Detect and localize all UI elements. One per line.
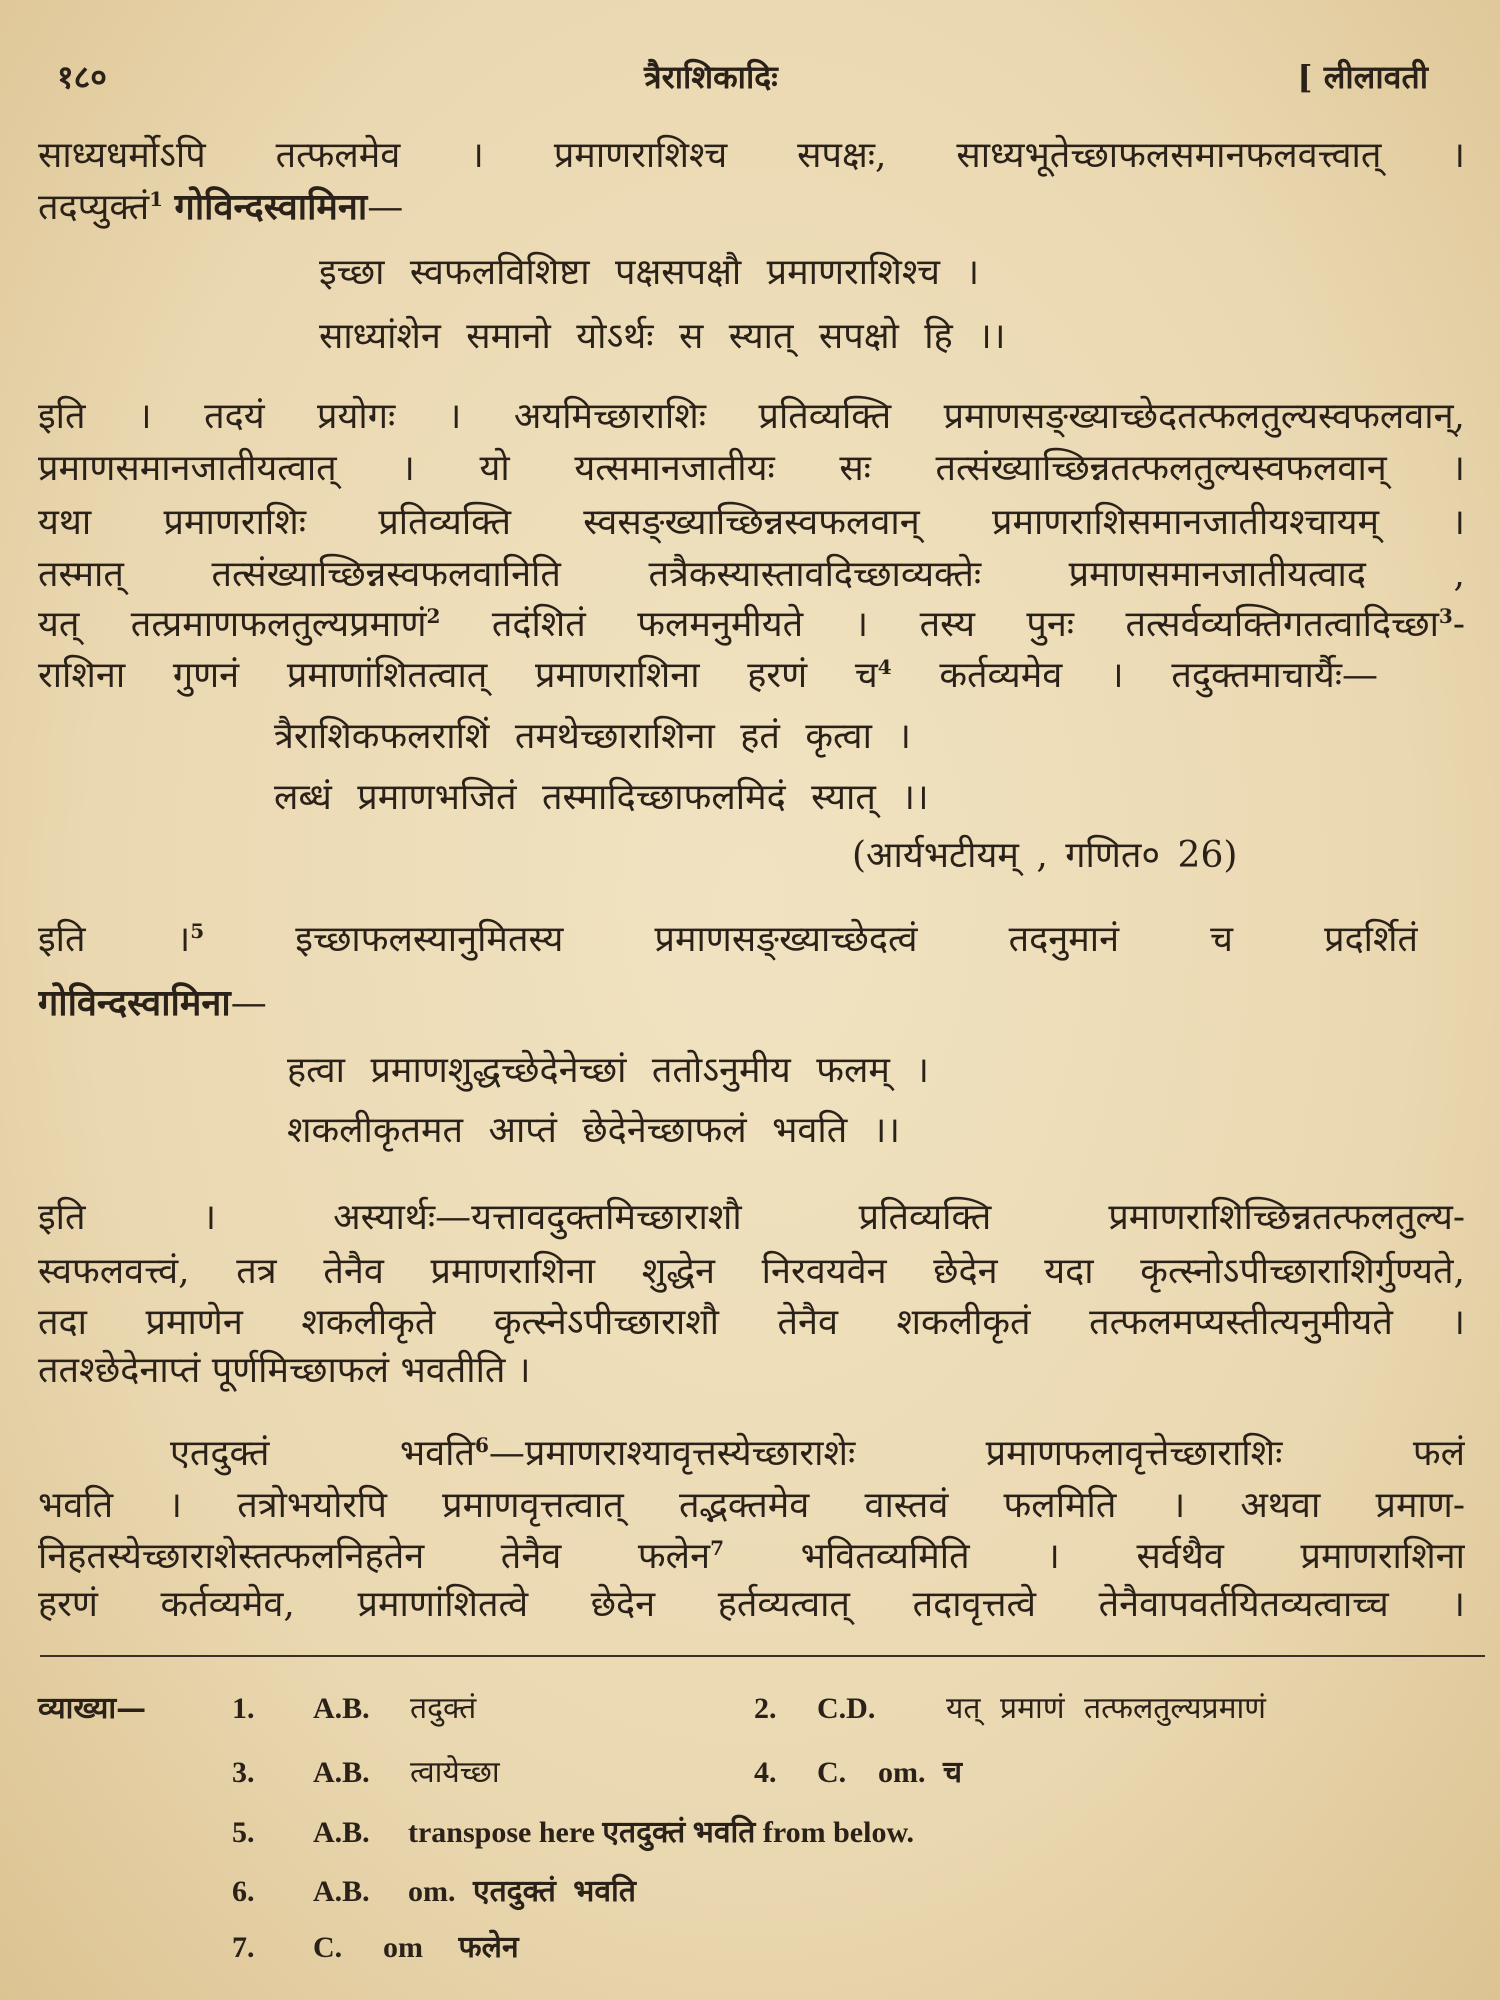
footnote-reading: om. च: [878, 1756, 963, 1789]
footnote-reading: तदुक्तं: [410, 1691, 477, 1726]
paragraph-line: प्रमाणसमानजातीयत्वात् । यो यत्समानजातीयः सः तत्संख्याच्छिन्नतत्फलतुल्यस्वफलवान् ।: [38, 448, 1465, 489]
footnote-number: 6.: [232, 1875, 255, 1908]
paragraph-line: [38, 180, 1465, 234]
author-name: गोविन्दस्वामिना: [174, 186, 368, 228]
verse-line: इच्छा स्वफलविशिष्टा पक्षसपक्षौ प्रमाणराशिश्च ।: [319, 252, 980, 293]
verse-line: त्रैराशिकफलराशिं तमथेच्छाराशिना हतं कृत्वा ।: [274, 716, 911, 757]
paragraph-line: [38, 649, 1378, 703]
footnote-manuscripts: A.B.: [313, 1816, 370, 1849]
line-segment: इच्छाफलस्यानुमितस्य प्रमाणसङ्ख्याच्छेदत्वं तदनुमानं च प्रदर्शितं: [204, 919, 1418, 960]
paragraph-line: तस्मात् तत्संख्याच्छिन्नस्वफलवानिति तत्रैकस्यास्तावदिच्छाव्यक्तेः प्रमाणसमानजातीयत्वाद ,: [38, 554, 1465, 595]
footnote-marker: 3: [1438, 604, 1453, 628]
line-segment: इति ।: [38, 919, 191, 960]
line-segment: तदप्युक्तं: [38, 187, 150, 228]
line-segment: भवितव्यमिति । सर्वथैव प्रमाणराशिना: [724, 1536, 1465, 1577]
footnote-manuscripts: A.B.: [313, 1692, 370, 1725]
footnote-line: [0, 1806, 1500, 1860]
verse-line: शकलीकृतमत आप्तं छेदेनेच्छाफलं भवति ।।: [287, 1110, 901, 1151]
footnote-number: 4.: [754, 1756, 777, 1789]
running-title: त्रैराशिकादिः: [644, 58, 778, 96]
footnote-line: [0, 1746, 1500, 1800]
footnote-number: 1.: [232, 1692, 255, 1725]
footnote-marker: 6: [475, 1433, 489, 1457]
footnote-reading: त्वायेच्छा: [410, 1755, 500, 1790]
paragraph-line: तदा प्रमाणेन शकलीकृते कृत्स्नेऽपीच्छाराशौ तेनैव शकलीकृतं तत्फलमप्यस्तीत्यनुमीयते ।: [38, 1302, 1465, 1343]
paragraph-line: स्वफलवत्त्वं, तत्र तेनैव प्रमाणराशिना शुद्धेन निरवयवेन छेदेन यदा कृत्स्नोऽपीच्छाराशिर्गुण्यते,: [38, 1251, 1465, 1292]
paragraph-line: [38, 1530, 1465, 1584]
footnote-number: 5.: [232, 1816, 255, 1849]
line-segment: राशिना गुणनं प्रमाणांशितत्वात् प्रमाणराशिना हरणं च: [38, 655, 878, 696]
paragraph-line: [38, 976, 1465, 1030]
line-segment: एतदुक्तं भवति: [170, 1433, 475, 1474]
footnote-marker: 2: [426, 604, 441, 628]
paragraph-line: भवति । तत्रोभयोरपि प्रमाणवृत्तत्वात् तद्भक्तमेव वास्तवं फलमिति । अथवा प्रमाण-: [38, 1485, 1465, 1526]
line-segment: —प्रमाणराश्यावृत्तस्येच्छाराशेः प्रमाणफलावृत्तेच्छाराशिः फलं: [488, 1433, 1465, 1474]
verse-line: साध्यांशेन समानो योऽर्थः स स्यात् सपक्षो हि ।।: [319, 316, 1006, 357]
paragraph-line: ततश्छेदेनाप्तं पूर्णमिच्छाफलं भवतीति ।: [38, 1350, 531, 1391]
footnote-reading: om फलेन: [383, 1931, 519, 1964]
paragraph-line: इति । तदयं प्रयोगः । अयमिच्छाराशिः प्रतिव्यक्ति प्रमाणसङ्ख्याच्छेदतत्फलतुल्यस्वफलवान्,: [38, 396, 1465, 437]
paragraph-line: इति । अस्यार्थः—यत्तावदुक्तमिच्छाराशौ प्रतिव्यक्ति प्रमाणराशिच्छिन्नतत्फलतुल्य-: [38, 1197, 1465, 1238]
line-segment: निहतस्येच्छाराशेस्तत्फलनिहतेन तेनैव फलेन: [38, 1536, 711, 1577]
dash: —: [230, 983, 267, 1024]
footnote-marker: 7: [710, 1536, 724, 1560]
footnote-reading: om. एतदुक्तं भवति: [408, 1875, 636, 1908]
paragraph-line: हरणं कर्तव्यमेव, प्रमाणांशितत्वे छेदेन हर्तव्यत्वात् तदावृत्तत्वे तेनैवापवर्तयितव्यत्वाच्च ।: [38, 1584, 1465, 1625]
verse-line: हत्वा प्रमाणशुद्धच्छेदेनेच्छां ततोऽनुमीय फलम् ।: [287, 1050, 929, 1091]
footnote-marker: 4: [877, 655, 892, 679]
dash: —: [367, 187, 404, 228]
line-segment: कर्तव्यमेव । तदुक्तमाचार्यैः—: [891, 655, 1378, 696]
footnote-reading: यत् प्रमाणं तत्फलतुल्यप्रमाणं: [946, 1691, 1266, 1726]
citation: (आर्यभटीयम् , गणित० 26): [852, 835, 1238, 876]
footnote-number: 3.: [232, 1756, 255, 1789]
footnote-marker: 1: [149, 187, 164, 211]
page-number: १८०: [57, 58, 107, 96]
paragraph-line: [170, 1427, 1465, 1481]
author-name: गोविन्दस्वामिना: [38, 982, 231, 1024]
footnote-manuscripts: C.: [313, 1931, 343, 1964]
footnote-manuscripts: A.B.: [313, 1875, 370, 1908]
paragraph-line: यथा प्रमाणराशिः प्रतिव्यक्ति स्वसङ्ख्याच्छिन्नस्वफलवान् प्रमाणराशिसमानजातीयश्चायम् ।: [38, 502, 1465, 543]
footnote-separator-rule: [40, 1655, 1485, 1657]
verse-line: लब्धं प्रमाणभजितं तस्मादिच्छाफलमिदं स्यात् ।।: [274, 777, 929, 818]
footnote-line: [0, 1865, 1500, 1919]
footnote-manuscripts: C.: [817, 1756, 847, 1789]
footnote-manuscripts: C.D.: [817, 1692, 876, 1725]
book-title: [ लीलावती: [1297, 58, 1428, 96]
footnote-manuscripts: A.B.: [313, 1756, 370, 1789]
footnote-number: 7.: [232, 1931, 255, 1964]
paragraph-line: [38, 913, 1418, 967]
footnote-reading: transpose here एतदुक्तं भवति from below.: [408, 1816, 914, 1849]
line-segment: तदंशितं फलमनुमीयते । तस्य पुनः तत्सर्वव्यक्तिगतत्वादिच्छा: [440, 604, 1439, 645]
footnotes-label: व्याख्या—: [38, 1691, 147, 1726]
footnote-line: [0, 1682, 1500, 1736]
line-segment: यत् तत्प्रमाणफलतुल्यप्रमाणं: [38, 604, 427, 645]
footnote-marker: 5: [190, 919, 205, 943]
line-segment: -: [1452, 604, 1465, 645]
paragraph-line: [38, 598, 1465, 652]
footnote-line: [0, 1921, 1500, 1975]
footnote-number: 2.: [754, 1692, 777, 1725]
paragraph-line: साध्यधर्मोऽपि तत्फलमेव । प्रमाणराशिश्च सपक्षः, साध्यभूतेच्छाफलसमानफलवत्त्वात् ।: [38, 135, 1465, 176]
